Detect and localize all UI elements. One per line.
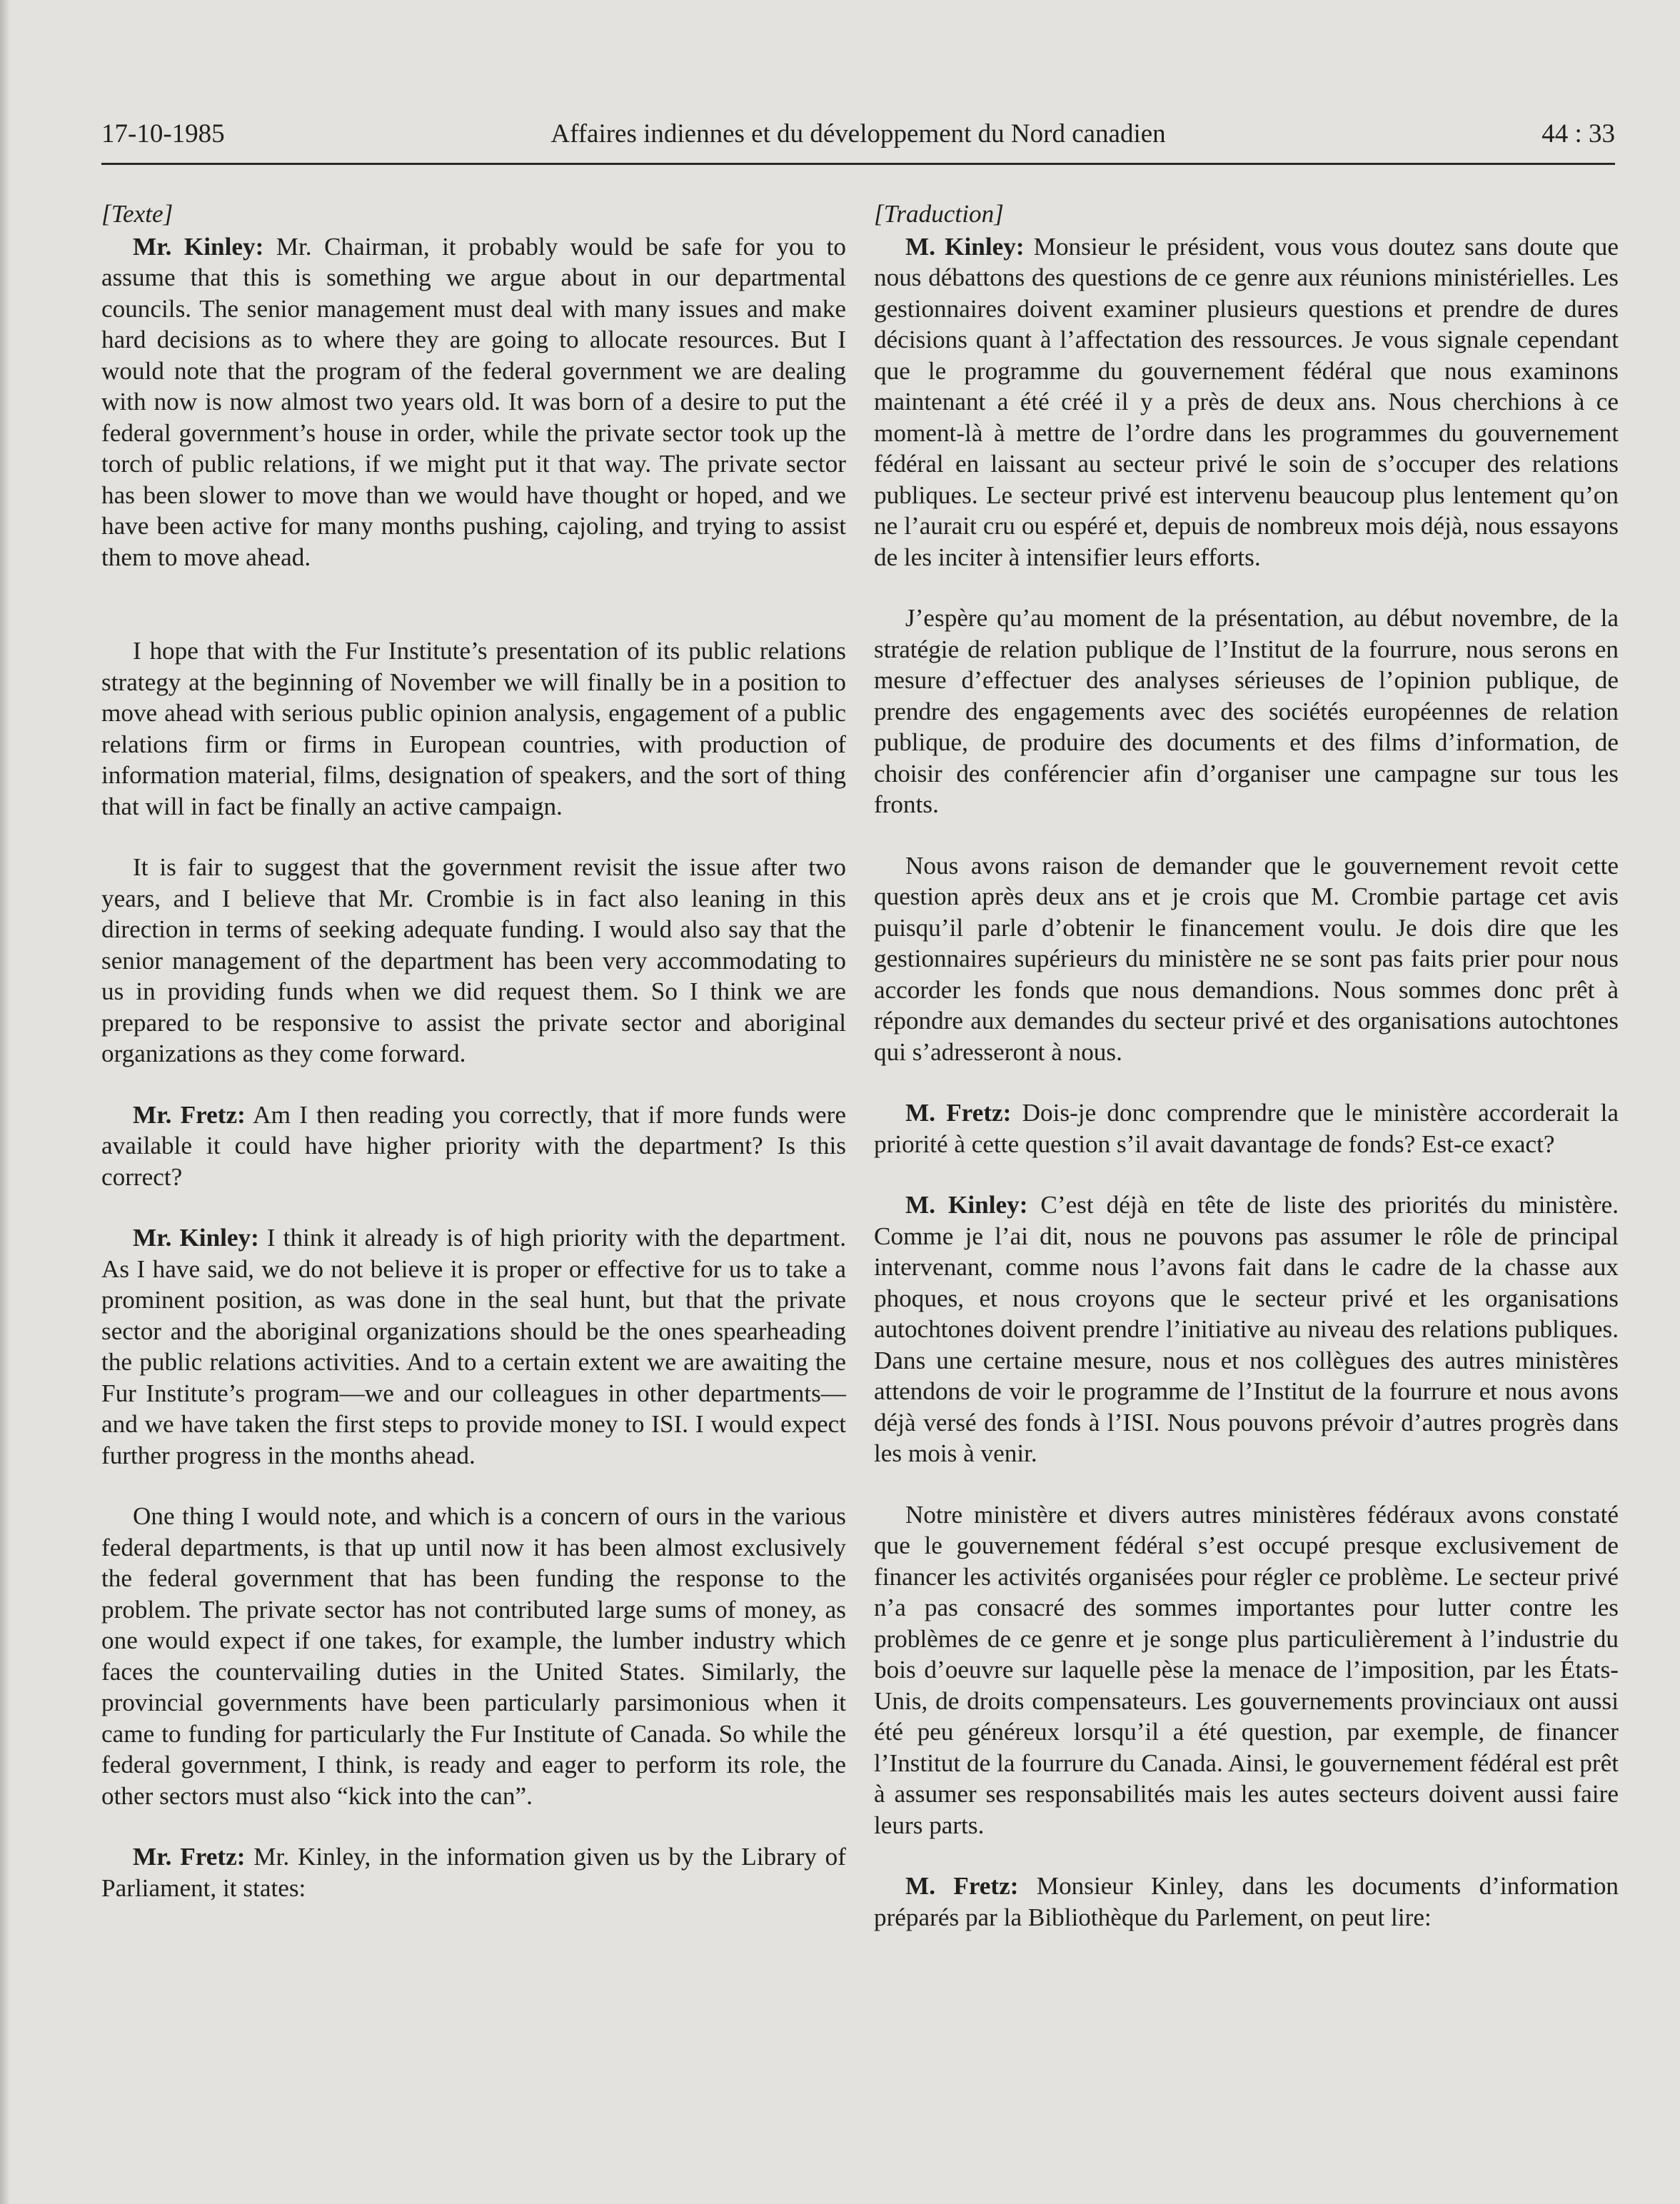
running-header <box>101 119 1615 165</box>
paragraph-text: One thing I would note, and which is a concern of ours in the various federal departments, is that up until now it has been almost exclusively the federal government that has been funding the response to the problem. The private sector has not contributed large sums of money, as one would expect if one takes, for example, the lumber industry which faces the countervailing duties in the United States. Similarly, the provincial governments have been particularly parsimonious when it came to funding for particularly the Fur Institute of Canada. So while the federal government, I think, is ready and eager to perform its role, the other sectors must also “kick into the can”. <box>101 1502 846 1810</box>
page-edge-shadow <box>0 0 10 2204</box>
paragraph <box>874 603 1619 820</box>
speaker-name: M. Kinley: <box>905 1191 1028 1219</box>
paragraph <box>874 850 1619 1068</box>
paragraph-text: Nous avons raison de demander que le gouvernement revoit cette question après deux ans et je crois que M. Crombie partage cet avis puisqu’il parle d’obtenir le financement voulu. Je dois dire que les gestionnaires supérieurs du ministère ne se sont pas faits prier pour nous accorder les fonds que nous demandions. Nous sommes donc prêt à répondre aux demandes du secteur privé et des organisations autochtones qui s’adresseront à nous. <box>874 851 1619 1066</box>
paragraph <box>101 1501 846 1811</box>
paragraph <box>874 1189 1619 1469</box>
paragraph <box>101 1222 846 1471</box>
english-column <box>101 198 846 1903</box>
paragraph <box>874 231 1619 573</box>
paragraph <box>874 1871 1619 1933</box>
speaker-name: M. Fretz: <box>905 1872 1019 1900</box>
header-title: Affaires indiennes et du développement du Nord canadien <box>550 119 1166 149</box>
paragraph-text: I hope that with the Fur Institute’s presentation of its public relations strategy at the beginning of November we will finally be in a position to move ahead with serious public opinion analysis, engagement of a public relations firm or firms in European countries, with production of information material, films, designation of speakers, and the sort of thing that will in fact be finally an active campaign. <box>101 637 846 820</box>
speaker-name: Mr. Fretz: <box>133 1843 246 1871</box>
paragraph-text: Monsieur le président, vous vous doutez sans doute que nous débattons des questions de ce genre aux réunions ministérielles. Les gestionnaires doivent examiner plusieurs questions et prendre de dures décisions quant à l’affectation des ressources. Je vous signale cependant que le programme du gouvernement fédéral que nous examinons maintenant a été créé il y a près de deux ans. Nous cherchions à ce moment-là à mettre de l’ordre dans les programmes du gouvernement fédéral en laissant au secteur privé le soin de s’occuper des relations publiques. Le secteur privé est intervenu beaucoup plus lentement qu’on ne l’aurait cru ou espéré et, depuis de nombreux mois déjà, nous essayons de les inciter à intensifier leurs efforts. <box>874 232 1619 571</box>
column-label: [Texte] <box>101 200 173 228</box>
header-page-number: 44 : 33 <box>1541 119 1615 149</box>
speaker-name: Mr. Kinley: <box>133 1224 259 1252</box>
french-column <box>874 198 1619 1933</box>
paragraph-text: Mr. Chairman, it probably would be safe for you to assume that this is something we argue about in our departmental councils. The senior management must deal with many issues and make hard decisions as to where they are going to allocate resources. But I would note that the program of the federal government we are dealing with now is now almost two years old. It was born of a desire to put the federal government’s house in order, while the private sector took up the torch of public relations, if we might put it that way. The private sector has been slower to move than we would have thought or hoped, and we have been active for many months pushing, cajoling, and trying to assist them to move ahead. <box>101 232 846 571</box>
paragraph-text: Monsieur Kinley, dans les documents d’information préparés par la Bibliothèque du Parlement, on peut lire: <box>874 1872 1619 1931</box>
paragraph <box>101 1100 846 1193</box>
speaker-name: Mr. Kinley: <box>133 232 264 261</box>
paragraph-text: Notre ministère et divers autres ministères fédéraux avons constaté que le gouvernement fédéral s’est occupé presque exclusivement de financer les activités organisées pour régler ce problème. Le secteur privé n’a pas consacré des sommes importantes pour lutter contre les problèmes de ce genre et je songe plus particulièrement à l’industrie du bois d’oeuvre sur laquelle pèse la menace de l’imposition, par les États-Unis, de droits compensateurs. Les gouvernements provinciaux ont aussi été peu généreux lorsqu’il a été question, par exemple, de financer l’Institut de la fourrure du Canada. Ainsi, le gouvernement fédéral est prêt à assumer ses responsabilités mais les autes secteurs doivent aussi faire leurs parts. <box>874 1500 1619 1839</box>
paragraph <box>874 1097 1619 1159</box>
paragraph <box>874 1499 1619 1841</box>
header-date: 17-10-1985 <box>101 119 225 149</box>
paragraph-text: Am I then reading you correctly, that if more funds were available it could have higher priority with the department? Is this correct? <box>101 1100 846 1191</box>
speaker-name: M. Fretz: <box>905 1099 1012 1127</box>
paragraph-text: J’espère qu’au moment de la présentation, au début novembre, de la stratégie de relation publique de l’Institut de la fourrure, nous serons en mesure d’effectuer des analyses sérieuses de l’opinion publique, de prendre des engagements avec des sociétés européennes de relation publique, de produire des documents et des films d’information, de choisir des conférencier afin d’organiser une campagne sur tous les fronts. <box>874 604 1619 818</box>
paragraph-text: Mr. Kinley, in the information given us by the Library of Parliament, it states: <box>101 1843 846 1902</box>
paragraph-text: C’est déjà en tête de liste des priorités du ministère. Comme je l’ai dit, nous ne pouvons pas assumer le rôle de principal intervenant, comme nous l’avons fait dans le cadre de la chasse aux phoques, et nous croyons que le secteur privé et les organisations autochtones doivent prendre l’initiative au niveau des relations publiques. Dans une certaine mesure, nous et nos collègues des autres ministères attendons de voir le programme de l’Institut de la fourrure et nous avons déjà versé des fonds à l’ISI. Nous pouvons prévoir d’autres progrès dans les mois à venir. <box>874 1191 1619 1467</box>
paragraph-text: I think it already is of high priority with the department. As I have said, we do not believe it is proper or effective for us to take a prominent position, as was done in the seal hunt, but that the private sector and the aboriginal organizations should be the ones spearheading the public relations activities. And to a certain extent we are awaiting the Fur Institute’s program—we and our colleagues in other departments—and we have taken the first steps to provide money to ISI. I would expect further progress in the months ahead. <box>101 1224 847 1469</box>
speaker-name: M. Kinley: <box>905 232 1025 261</box>
paragraph <box>101 1841 846 1903</box>
paragraph-text: Dois-je donc comprendre que le ministère accorderait la priorité à cette question s’il avait davantage de fonds? Est-ce exact? <box>874 1099 1619 1158</box>
paragraph-text: It is fair to suggest that the government revisit the issue after two years, and I believe that Mr. Crombie is in fact also leaning in this direction in terms of seeking adequate funding. I would also say that the senior management of the department has been very accommodating to us in providing funds when we did request them. So I think we are prepared to be responsive to assist the private sector and aboriginal organizations as they come forward. <box>101 853 846 1067</box>
column-label: [Traduction] <box>874 200 1004 228</box>
paragraph <box>101 635 846 822</box>
paragraph <box>101 231 846 573</box>
paragraph <box>101 852 846 1070</box>
speaker-name: Mr. Fretz: <box>133 1100 246 1129</box>
